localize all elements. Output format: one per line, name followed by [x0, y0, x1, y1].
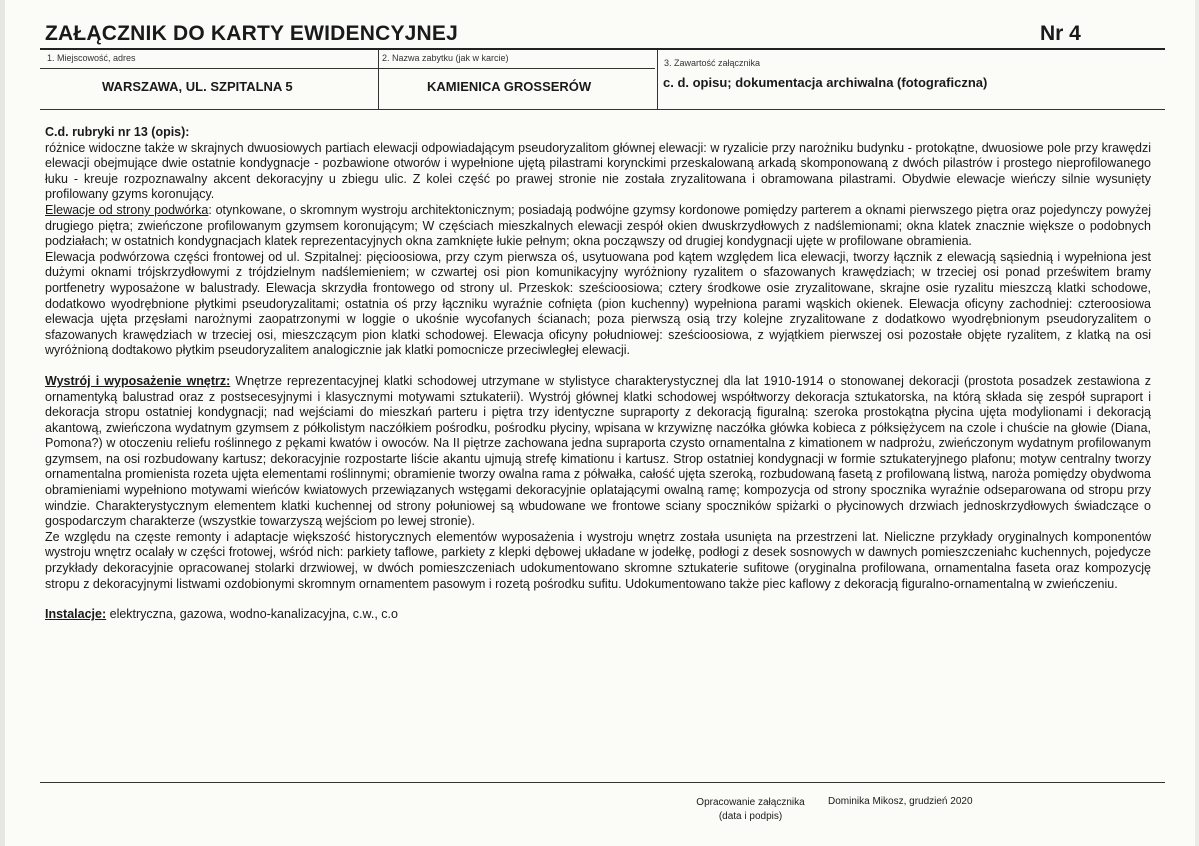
field-label-divider [40, 68, 655, 69]
courtyard-label: Elewacje od strony podwórka [45, 202, 209, 217]
contents-value: c. d. opisu; dokumentacja archiwalna (fotograficzna) [663, 75, 988, 90]
location-value: WARSZAWA, UL. SZPITALNA 5 [102, 79, 293, 94]
courtyard-text: : otynkowane, o skromnym wystroju architektonicznym; posiadają podwójne gzymsy kordonowe pomiędzy parterem a oknami pierwszego piętra oraz pojedynczy powyżej drugiego piętra; zwieńczone profilowanym gzymsem koronującym; W częściach mieszkalnych elewacji zespół okien dwuskrzydłowych z nadślemionami; okna klatek znacznie większe o podobnych podziałach; w ostatnich kondygnacjach klatek reprezentacyjnych okna zamknięte łukie pełnym; okna począwszy od drugiej kondygnacji ujęte w profilowane obramienia. [45, 202, 1151, 249]
prepared-label: Opracowanie załącznika [696, 797, 805, 808]
location-label: 1. Miejscowość, adres [47, 53, 136, 63]
author-signature: Dominika Mikosz, grudzień 2020 [828, 796, 973, 807]
prepared-sublabel: (data i podpis) [718, 811, 783, 822]
paragraph-remains: Ze względu na częste remonty i adaptacje większość historycznych elementów wyposażenia i wystroju wnętrz została usunięta na przestrzeni lat. Nieliczne przykłady oryginalnych komponentów wystroju wnętrz ocalały w części frotowej, wśród nich: parkiety taflowe, parkiety z klepki dębowej układane w jodełkę, podłogi z desek sosnowych w dawnych pomieszczeniahc kuchennych, pojedycze przykłady dekoracyjnie opracowanej stolarki drzwiowej, w dwóch pomieszczeniach udokumentowano skromne sztukaterie sufitowe (oryginalna profilowana, ornamentalna faseta oraz kompozycję stropu z dekoracyjnymi listwami ozdobionymi skromnym ornamentem pasowym i rozetą pośrodku sufitu. Udokumentowano także piec kaflowy z dekoracją figuralno-ornamentalną w zwieńczeniu. [45, 529, 1151, 591]
title-divider [40, 48, 1165, 50]
paragraph-facades: różnice widoczne także w skrajnych dwuosiowych partiach elewacji odpowiadającym pseudoryzalitom głównej elewacji: w ryzalicie przy narożniku budynku - protokątne, dwuosiowe pole przy krawędzi elewacji obejmujące dwie ostatnie kondygnacje - pozbawione otworów i wypełnione ujętą pilastrami korynckimi przeskalowaną arkadą skomponowaną z dwóch pilastrów i prostego nieprofilowanego łuku - kreuje rozpoznawalny akcent dekoracyjny u zbiegu ulic. Z kolei część po prawej stronie nie została zryzalitowana i obramowana pilastrami. Obydwie elewacje wieńczy silnie wysunięty profilowany gzyms koronujący. [45, 140, 1151, 202]
paragraph-installations [45, 607, 1151, 623]
monument-value: KAMIENICA GROSSERÓW [427, 79, 592, 94]
scan-edge-left [0, 0, 5, 846]
monument-label: 2. Nazwa zabytku (jak w karcie) [382, 53, 509, 63]
scan-edge-right [1195, 0, 1199, 846]
section-heading: C.d. rubryki nr 13 (opis): [45, 125, 190, 139]
installations-label: Instalacje: [45, 607, 107, 622]
paragraph-gap [45, 359, 1151, 374]
paragraph-wings: Elewacja podwórzowa części frontowej od ul. Szpitalnej: pięcioosiowa, przy czym pierwsza oś, usytuowana pod kątem względem lica elewacji, tworzy łącznik z elewacją sąsiednią i wypełniona jest dużymi oknami trójskrzydłowymi z trójdzielnym nadślemieniem; w czwartej osi pion komunikacyjny wyróżniony ryzalitem o sfazowanych krawędziach; w trzeciej osi ponad prześwitem bramy portfenetry wyposażone w balustrady. Elewacja skrzydła frontowego od strony ul. Przeskok: sześcioosiowa; cztery środkowe osie zryzalitowane, skrajne osie ryzalitu mieszczą klatki schodowe, dodatkowo wyodrębnione płytkimi pseudoryzalitami; ostatnia oś przy łączniku wyraźnie cofnięta (pion kuchenny) wypełniona parami wąskich okienek. Elewacja oficyny zachodniej: czteroosiowa elewacja ujęta przęsłami narożnymi zaopatrzonymi w loggie o ukośnie wycofanych ścianach; poza pierwszą osią trzy kolejne zryzalitowane z dodatkowo wyodrębnionym pseudoryzalitem o sfazowanych krawędziach w trzeciej osi, mieszczącym pion klatki schodowej. Elewacja oficyny południowej: sześcioosiowa, z wyjątkiem pierwszej osi pozostałe objęte ryzalitem, z klatką na osi wyróżnioną dodtakowo płytkim pseudoryzalitem analogicznie jak klatki pomocnicze przeciwległej elewacji. [45, 249, 1151, 358]
paragraph-courtyard [45, 203, 1151, 250]
contents-label: 3. Zawartość załącznika [664, 58, 761, 68]
description-body [45, 125, 1151, 623]
paragraph-interiors [45, 374, 1151, 530]
prepared-by-block [683, 796, 818, 824]
field-divider-1 [378, 50, 379, 110]
interiors-label: Wystrój i wyposażenie wnętrz: [45, 373, 231, 388]
document-title: ZAŁĄCZNIK DO KARTY EWIDENCYJNEJ [45, 22, 459, 45]
footer-divider [40, 782, 1165, 783]
header-bottom-rule [40, 109, 1165, 110]
field-divider-2 [657, 50, 658, 110]
paragraph-gap [45, 592, 1151, 607]
installations-text: elektryczna, gazowa, wodno-kanalizacyjna, c.w., c.o [106, 607, 398, 622]
attachment-number: Nr 4 [1040, 22, 1081, 45]
interiors-text: Wnętrze reprezentacyjnej klatki schodowej utrzymane w stylistyce charakterystycznej dla lat 1910-1914 o stonowanej dekoracji (prostota posadzek zestawiona z ornamentyką balustrad oraz z postsecesyjnymi i klasycznymi motywami sztukaterii). Wystrój głównej klatki schodowej współtworzy dekoracja sztukatorska, na którą składa się zespół supraport i dekoracja stropu ostatniej kondygnacji; nad wejściami do mieszkań parteru i piętra trzy identyczne supraporty z dekoracją figuralną: szeroka prostokątna płycina ujęta modylionami i dekoracją akantową, zwieńczona wydatnym gzymsem z półkolistym naczółkiem pośrodku, pośrodku płyciny, wpisana w krzywiznę naczółka główka kobieca z półksiężycem na czole i chuście na głowie (Diana, Pomona?) w otoczeniu reliefu roślinnego z pękami kwatów i owoców. Na II piętrze zachowana jedna supraporta czysto ornamentalna z kimationem w nadprożu, zwieńczonym wydatnym profilowanym gzymsem, na osi rozbudowany kartusz; dekoracyjnie rozpostarte liście akantu ujmują strefę kimationu i kartusz. Strop ostatniej kondygnacji w formie sztukateryjnego plafonu; motyw centralny tworzy ornamentalna promienista rozeta ujęta elementami roślinnymi; obramienie tworzy owalna rama z półwałka, całość ujęta szeroką, rozbudowaną fasetą z profilowaną listwą, naroża pomiędzy obydwoma obramieniami wypełniono motywami wieńców kwiatowych przewiązanych wstęgami dekoracyjnie oplatającymi owalną ramę; kompozycja od strony spocznika wyraźnie odseparowana od stropu przy windzie. Charakterystycznym elementem klatki kuchennej od strony połuniowej są wbudowane we frontowe sciany spoczników spiżarki o płycinowych drzwiach jednoskrzydłowych świadczące o gospodarczym charakterze (wszystkie towarzyszą wejściom po lewej stronie). [45, 373, 1152, 529]
